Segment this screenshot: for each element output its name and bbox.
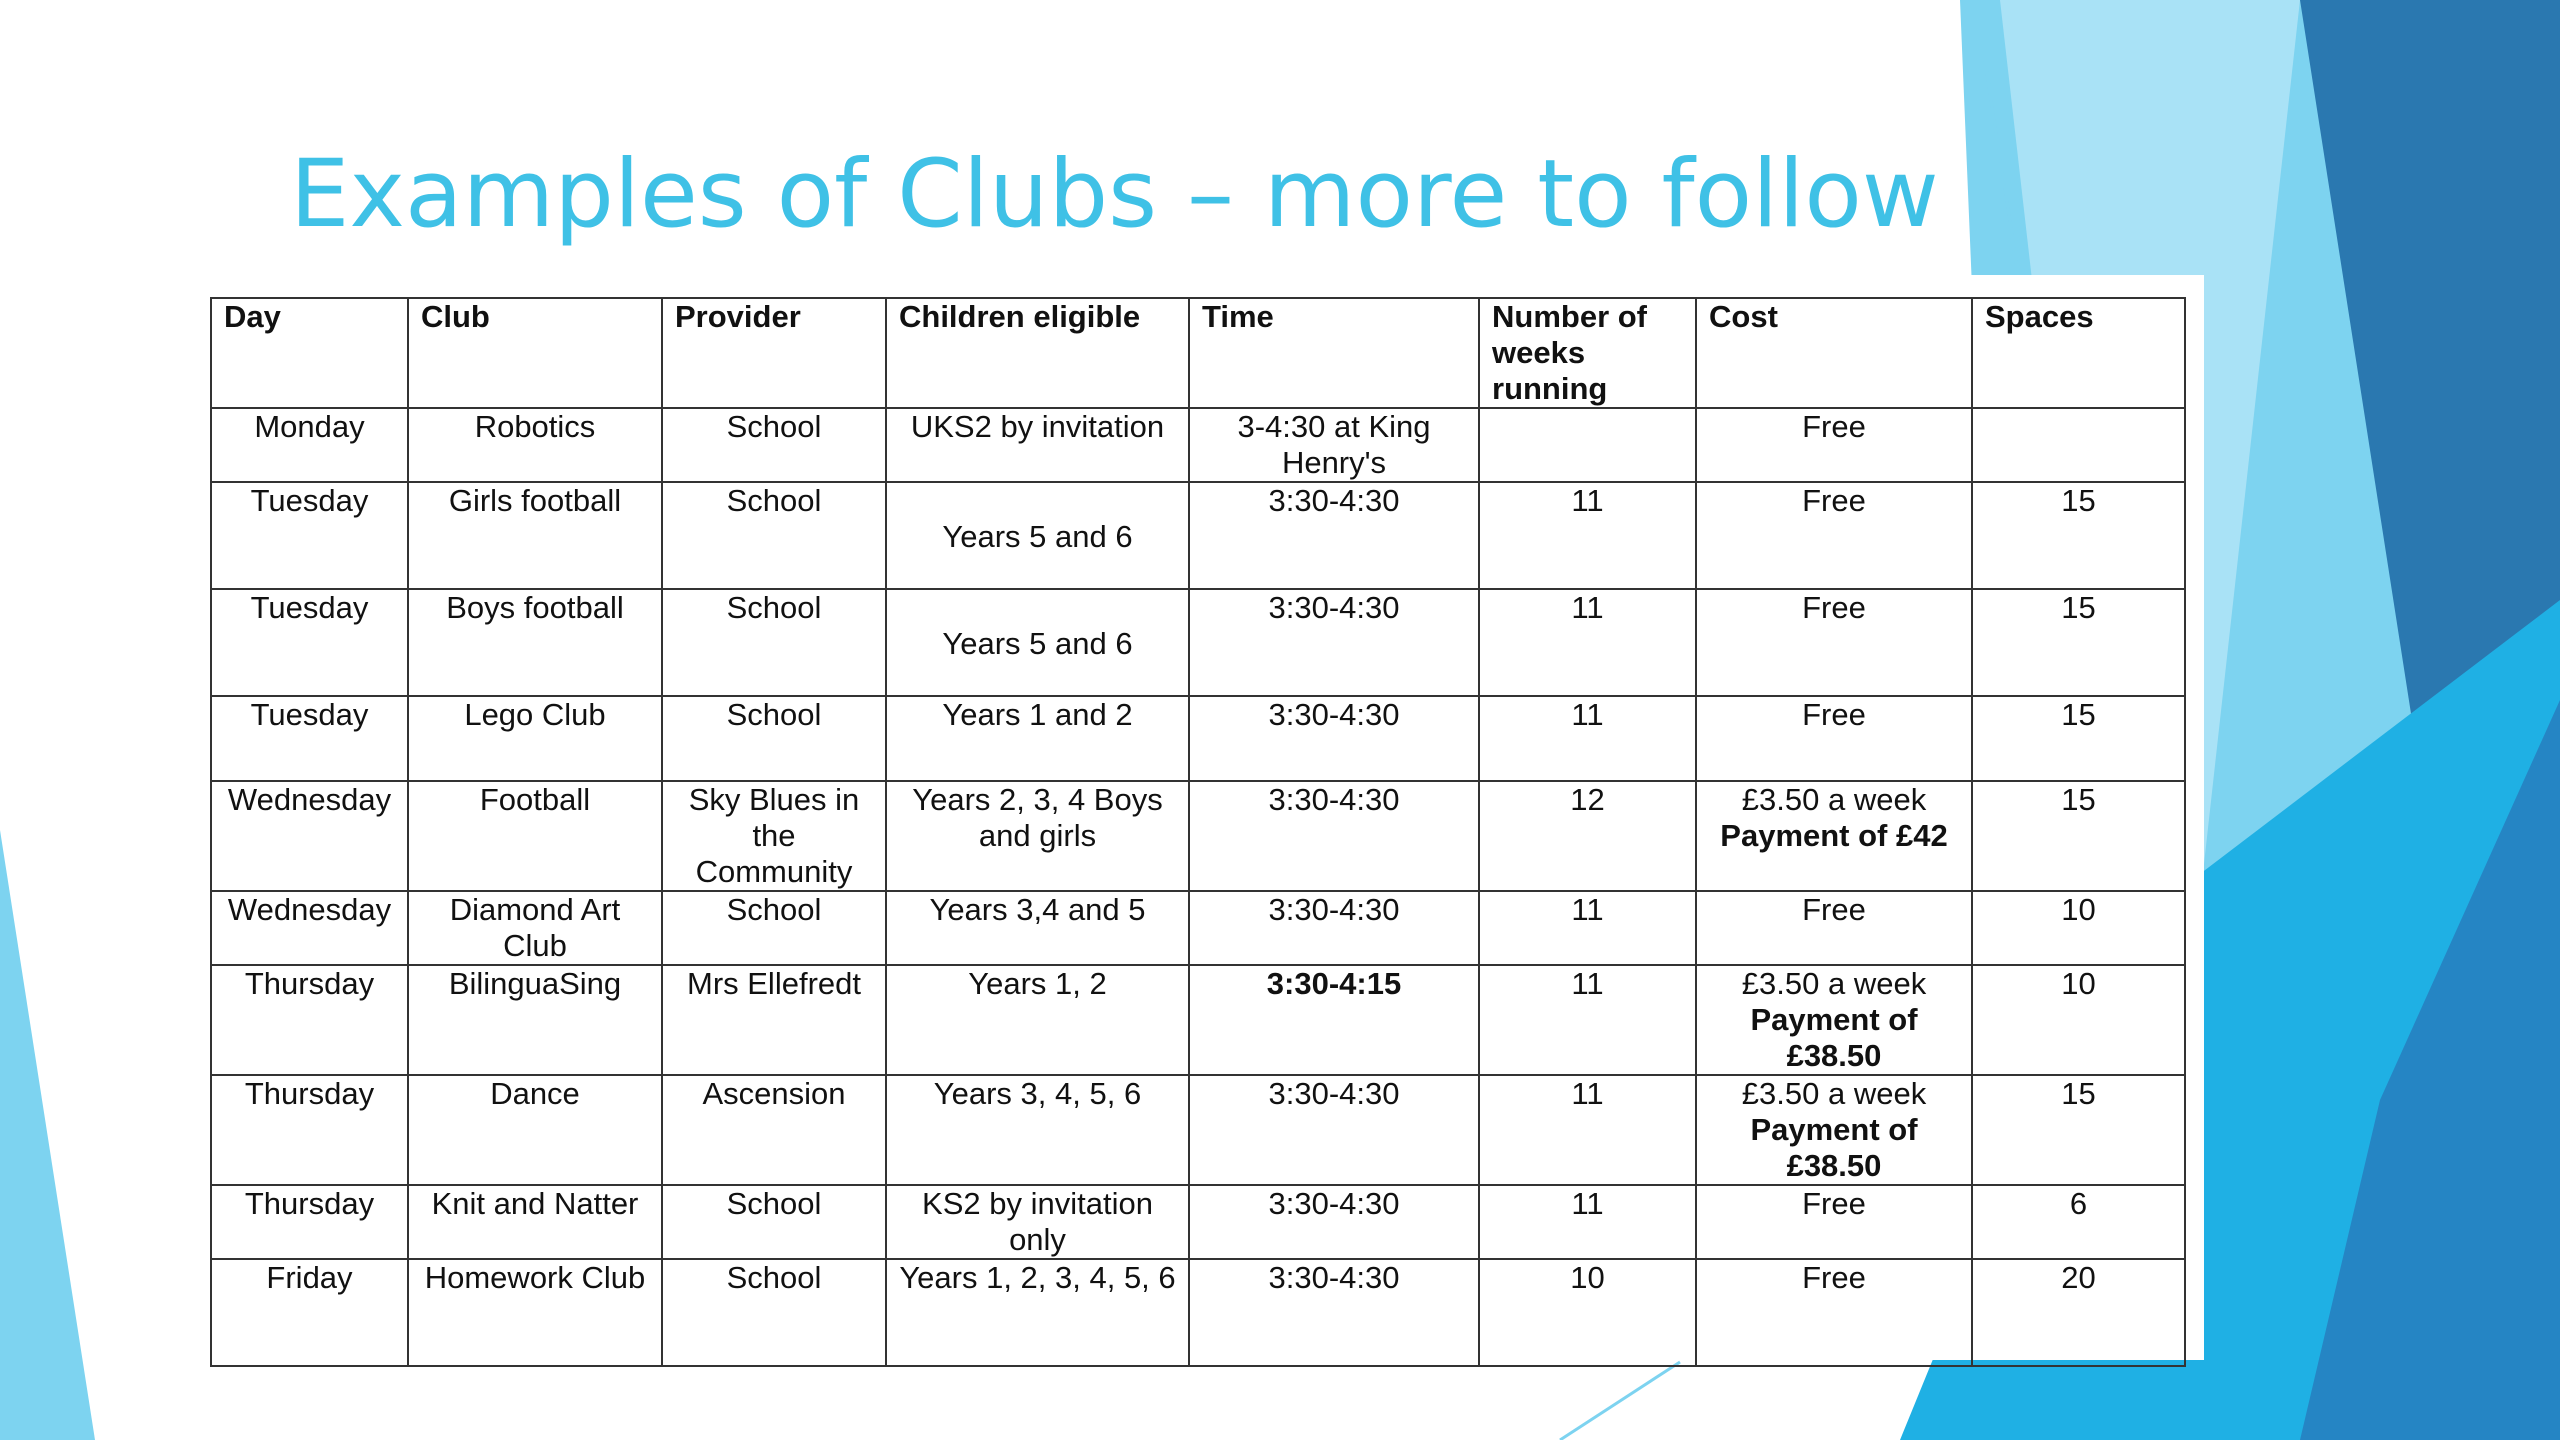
cell-eligible: Years 2, 3, 4 Boys and girls [886, 781, 1189, 891]
cell-weeks: 11 [1479, 696, 1696, 781]
cell-weeks: 11 [1479, 891, 1696, 965]
header-time: Time [1189, 298, 1479, 408]
cell-day: Tuesday [211, 482, 408, 589]
cell-day: Friday [211, 1259, 408, 1366]
header-club: Club [408, 298, 662, 408]
cost-value: £3.50 a week [1741, 966, 1927, 1001]
cell-cost [1696, 589, 1972, 696]
table-row [211, 891, 2185, 965]
cell-day: Tuesday [211, 589, 408, 696]
table-row [211, 965, 2185, 1075]
table-row [211, 408, 2185, 482]
cell-eligible: Years 1, 2, 3, 4, 5, 6 [886, 1259, 1189, 1366]
cell-provider: School [662, 1259, 886, 1366]
slide-title: Examples of Clubs – more to follow [290, 140, 1939, 249]
cell-eligible: Years 5 and 6 [886, 589, 1189, 696]
cell-spaces: 15 [1972, 696, 2185, 781]
cell-provider: School [662, 408, 886, 482]
cell-provider: School [662, 1185, 886, 1259]
cell-cost [1696, 1185, 1972, 1259]
cell-day: Wednesday [211, 891, 408, 965]
clubs-table [210, 297, 2186, 1367]
cell-weeks: 11 [1479, 482, 1696, 589]
decor-shape-left [0, 830, 95, 1440]
cell-spaces: 10 [1972, 891, 2185, 965]
cell-cost [1696, 891, 1972, 965]
cell-eligible: Years 1 and 2 [886, 696, 1189, 781]
cell-provider: Ascension [662, 1075, 886, 1185]
table-row [211, 1075, 2185, 1185]
cell-cost [1696, 1259, 1972, 1366]
cell-eligible: Years 3,4 and 5 [886, 891, 1189, 965]
header-cost: Cost [1696, 298, 1972, 408]
cell-eligible: Years 3, 4, 5, 6 [886, 1075, 1189, 1185]
cell-club: Homework Club [408, 1259, 662, 1366]
cell-eligible: Years 1, 2 [886, 965, 1189, 1075]
cell-spaces: 15 [1972, 589, 2185, 696]
cell-time: 3-4:30 at King Henry's [1189, 408, 1479, 482]
cell-day: Tuesday [211, 696, 408, 781]
cell-weeks: 11 [1479, 1185, 1696, 1259]
cell-cost [1696, 781, 1972, 891]
cost-payment-note: Payment of £38.50 [1750, 1002, 1918, 1073]
cell-club: BilinguaSing [408, 965, 662, 1075]
cell-weeks: 10 [1479, 1259, 1696, 1366]
table-header-row [211, 298, 2185, 408]
table-row [211, 696, 2185, 781]
cost-value: £3.50 a week [1741, 782, 1927, 817]
cell-time: 3:30-4:30 [1189, 891, 1479, 965]
cell-provider: Mrs Ellefredt [662, 965, 886, 1075]
cell-time: 3:30-4:30 [1189, 1075, 1479, 1185]
cell-spaces: 15 [1972, 1075, 2185, 1185]
cost-value: Free [1802, 1186, 1866, 1221]
table-row [211, 482, 2185, 589]
cost-value: Free [1802, 483, 1866, 518]
cell-spaces: 10 [1972, 965, 2185, 1075]
cell-provider: School [662, 589, 886, 696]
header-day: Day [211, 298, 408, 408]
cell-spaces: 6 [1972, 1185, 2185, 1259]
cell-cost [1696, 482, 1972, 589]
table-row [211, 1259, 2185, 1366]
cell-time: 3:30-4:30 [1189, 696, 1479, 781]
header-children-eligible: Children eligible [886, 298, 1189, 408]
cell-weeks: 11 [1479, 1075, 1696, 1185]
cell-time: 3:30-4:30 [1189, 482, 1479, 589]
cell-time [1189, 965, 1479, 1075]
cell-day: Thursday [211, 1185, 408, 1259]
cell-weeks: 11 [1479, 589, 1696, 696]
cell-provider: School [662, 891, 886, 965]
cell-time: 3:30-4:30 [1189, 1185, 1479, 1259]
cell-club: Football [408, 781, 662, 891]
cost-payment-note: Payment of £38.50 [1750, 1112, 1918, 1183]
cell-weeks: 11 [1479, 965, 1696, 1075]
cell-eligible: KS2 by invitation only [886, 1185, 1189, 1259]
header-weeks: Number of weeks running [1479, 298, 1696, 408]
time-value: 3:30-4:15 [1266, 966, 1402, 1001]
cell-cost [1696, 408, 1972, 482]
cell-club: Boys football [408, 589, 662, 696]
cell-club: Robotics [408, 408, 662, 482]
cell-cost [1696, 965, 1972, 1075]
cell-spaces: 15 [1972, 781, 2185, 891]
cell-provider: School [662, 482, 886, 589]
cost-payment-note: Payment of £42 [1720, 818, 1948, 853]
cell-cost [1696, 696, 1972, 781]
cost-value: Free [1802, 409, 1866, 444]
header-spaces: Spaces [1972, 298, 2185, 408]
header-provider: Provider [662, 298, 886, 408]
cell-weeks: 12 [1479, 781, 1696, 891]
cell-eligible: Years 5 and 6 [886, 482, 1189, 589]
cell-time: 3:30-4:30 [1189, 589, 1479, 696]
cell-day: Thursday [211, 965, 408, 1075]
cell-spaces: 20 [1972, 1259, 2185, 1366]
cell-club: Lego Club [408, 696, 662, 781]
table-row [211, 781, 2185, 891]
cost-value: Free [1802, 1260, 1866, 1295]
cell-day: Thursday [211, 1075, 408, 1185]
cost-value: Free [1802, 697, 1866, 732]
cell-provider: School [662, 696, 886, 781]
cell-day: Wednesday [211, 781, 408, 891]
cost-value: Free [1802, 892, 1866, 927]
cell-provider: Sky Blues in the Community [662, 781, 886, 891]
cell-club: Diamond Art Club [408, 891, 662, 965]
cell-time: 3:30-4:30 [1189, 781, 1479, 891]
cost-value: Free [1802, 590, 1866, 625]
cell-time: 3:30-4:30 [1189, 1259, 1479, 1366]
cell-club: Knit and Natter [408, 1185, 662, 1259]
cost-value: £3.50 a week [1741, 1076, 1927, 1111]
cell-spaces [1972, 408, 2185, 482]
cell-eligible: UKS2 by invitation [886, 408, 1189, 482]
cell-weeks [1479, 408, 1696, 482]
cell-day: Monday [211, 408, 408, 482]
decor-line [1560, 1362, 1680, 1440]
cell-spaces: 15 [1972, 482, 2185, 589]
table-row [211, 589, 2185, 696]
cell-cost [1696, 1075, 1972, 1185]
cell-club: Girls football [408, 482, 662, 589]
cell-club: Dance [408, 1075, 662, 1185]
table-row [211, 1185, 2185, 1259]
